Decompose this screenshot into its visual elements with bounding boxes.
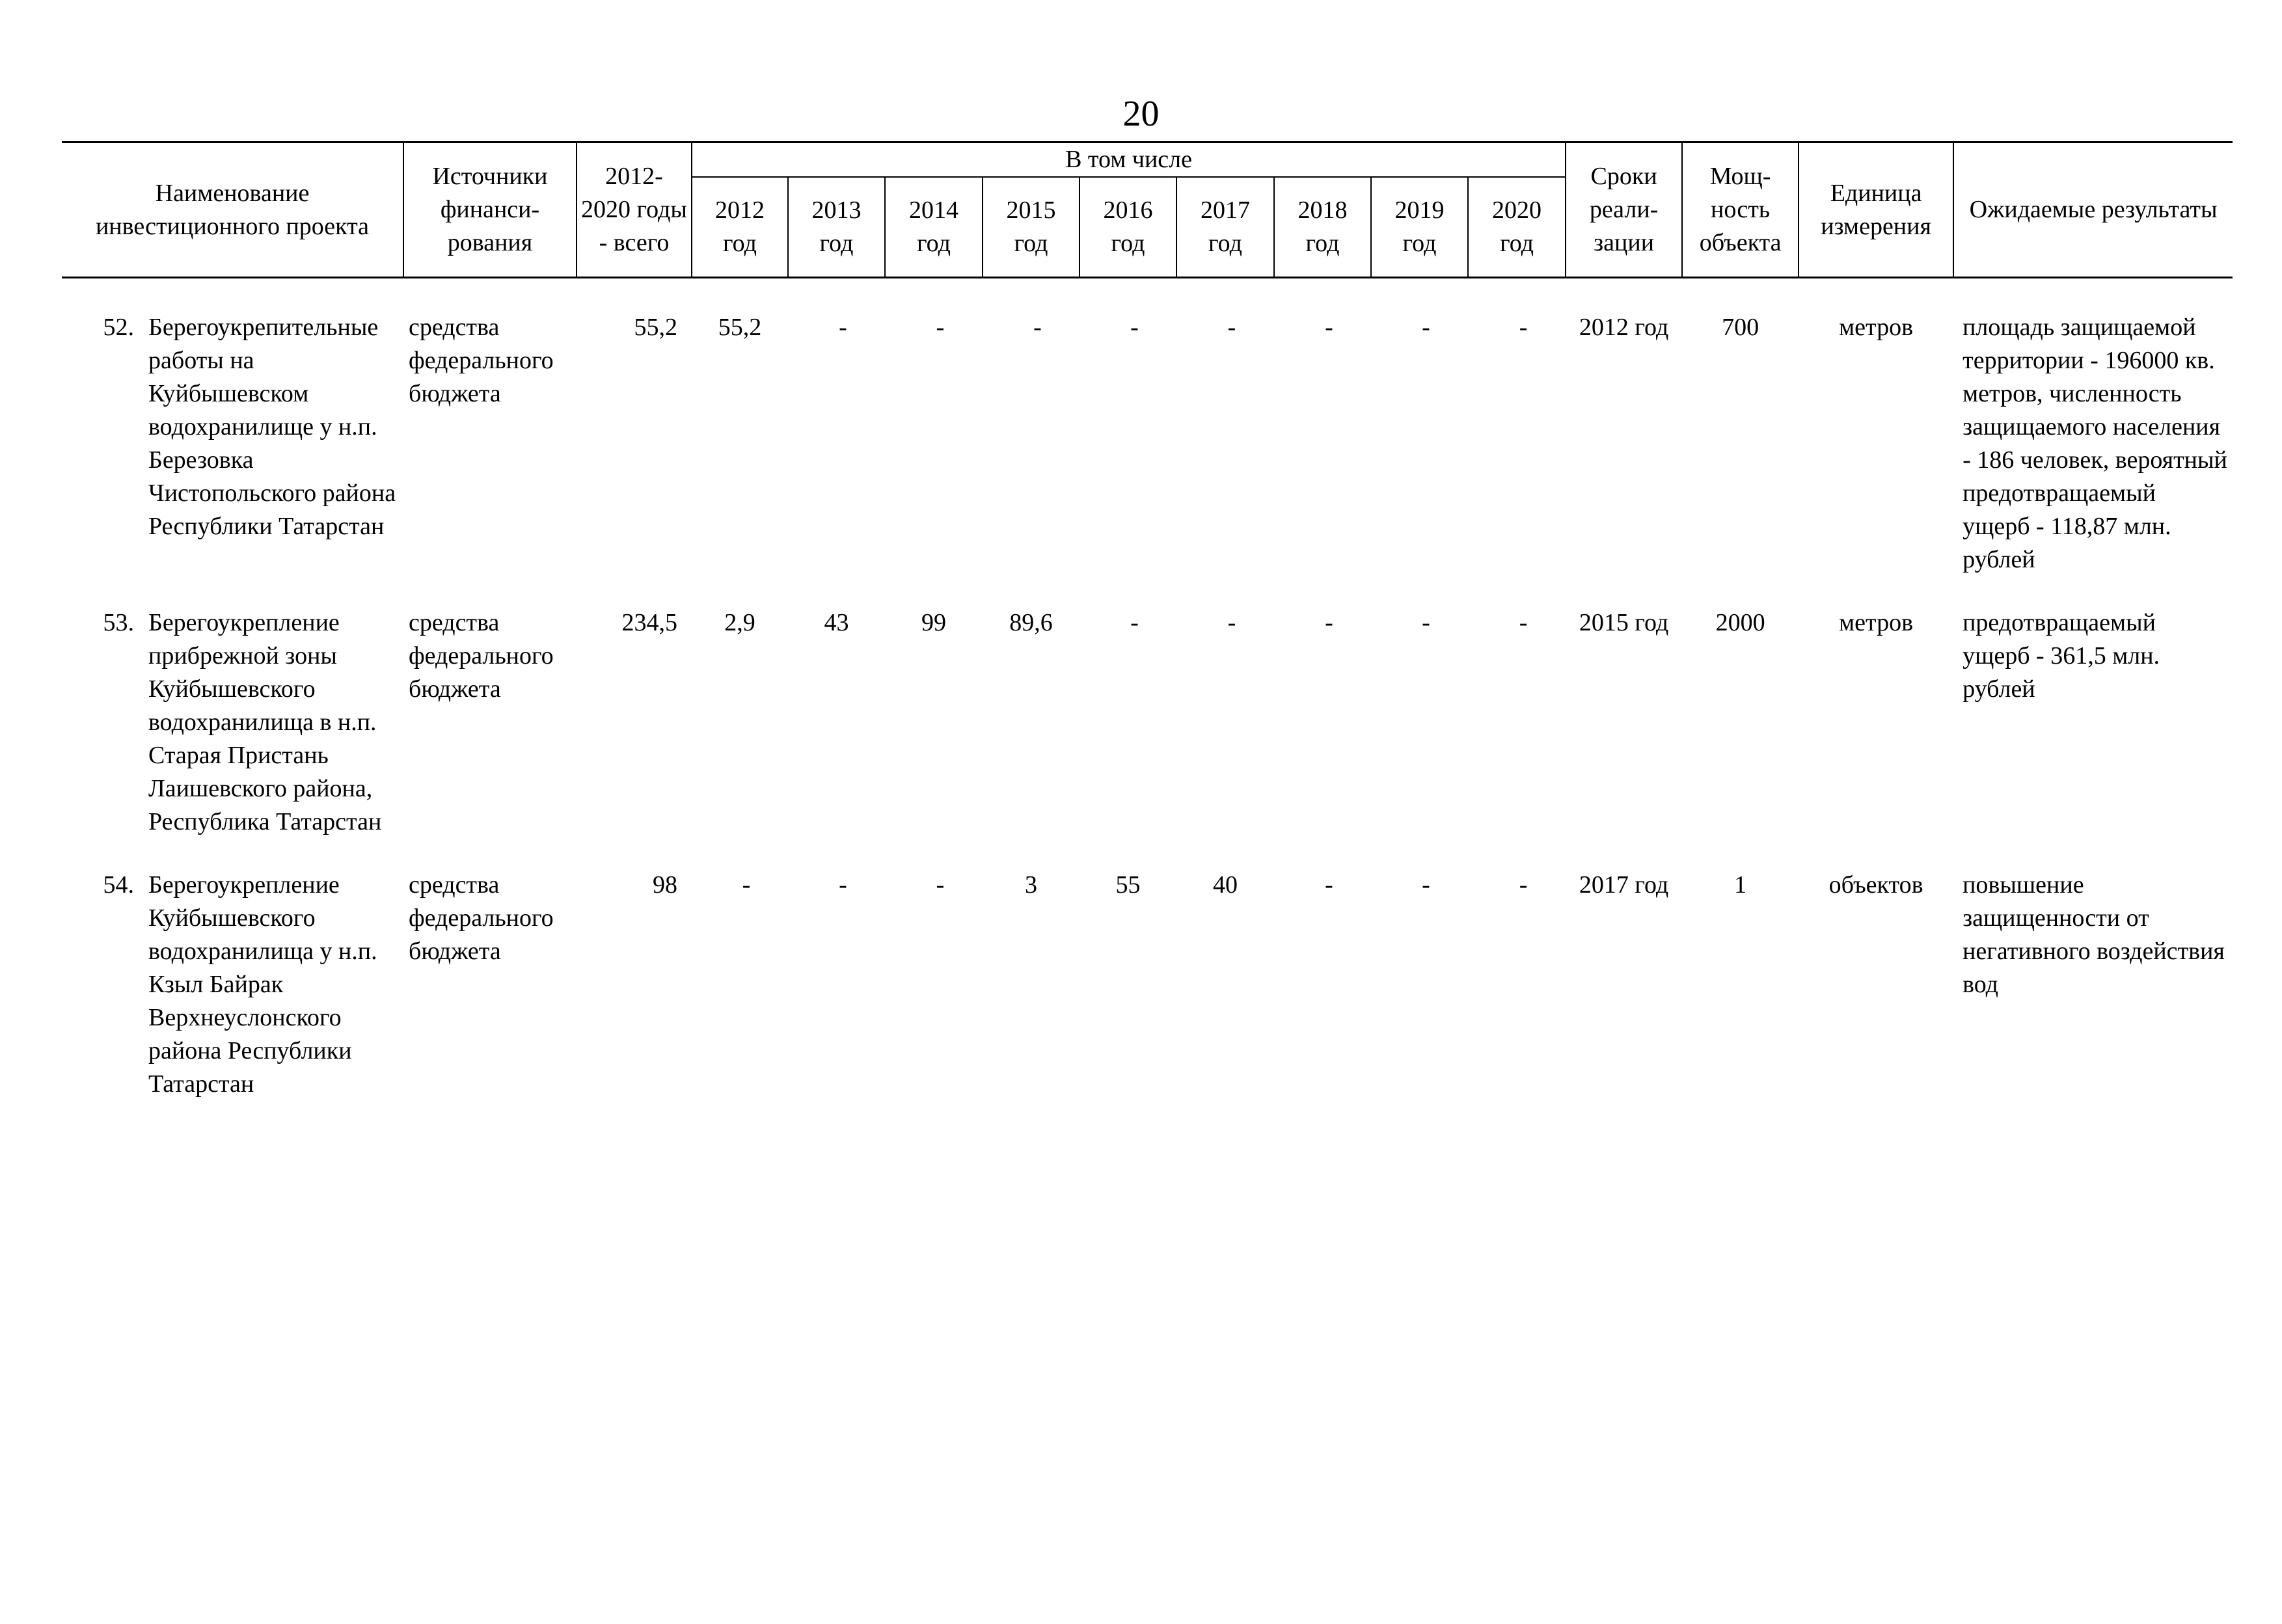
year-value: - [839, 871, 847, 899]
capacity-value: 700 [1682, 278, 1799, 599]
project-name: Берегоукрепление Куйбышевского водохранилища у н.п. Кзыл Байрак Верхнеуслонского района Республики Татарстан [148, 871, 377, 1098]
expected-results: предотвращаемый ущерб - 361,5 млн. рублей [1963, 609, 2160, 703]
year-value: - [1519, 609, 1528, 636]
year-value: - [1325, 871, 1333, 899]
year-value: - [1274, 278, 1371, 599]
header-total: 2012-2020 годы - всего [577, 142, 692, 278]
implementation-period: 2017 год [1579, 871, 1669, 899]
header-unit: Единица измерения [1799, 142, 1953, 278]
year-value: - [1130, 609, 1139, 636]
year-value: 40 [1213, 871, 1238, 899]
year-value: 89,6 [1009, 609, 1053, 636]
year-value: - [1080, 278, 1176, 599]
year-value: - [936, 871, 945, 899]
project-name: Берегоукрепительные работы на Куйбышевском водохранилище у н.п. Березовка Чистопольского района Республики Татарстан [143, 278, 403, 599]
total-amount: 234,5 [621, 609, 677, 636]
unit-value: метров [1839, 609, 1914, 636]
header-results: Ожидаемые результаты [1953, 142, 2233, 278]
header-year: 2019 год [1371, 177, 1468, 278]
unit-value: объектов [1828, 871, 1923, 899]
investment-projects-table [62, 141, 2233, 1123]
year-value: 3 [1025, 871, 1037, 899]
year-value: - [742, 871, 751, 899]
year-value: - [885, 278, 983, 599]
total-amount: 98 [653, 871, 677, 899]
header-year: 2020 год [1468, 177, 1566, 278]
header-source: Источники финанси-рования [403, 142, 577, 278]
year-value: 55,2 [692, 278, 788, 599]
year-value: - [1176, 278, 1274, 599]
funding-source: средства федерального бюджета [409, 871, 554, 965]
header-year: 2013 год [788, 177, 885, 278]
year-value: - [983, 278, 1080, 599]
header-capacity: Мощ-ность объекта [1682, 142, 1799, 278]
year-value: - [1422, 871, 1430, 899]
expected-results: повышение защищенности от негативного воздействия вод [1963, 871, 2225, 998]
header-year: 2015 год [983, 177, 1080, 278]
page-number: 20 [1122, 94, 1160, 134]
header-year: 2014 год [885, 177, 983, 278]
table-row [62, 599, 2233, 861]
year-value: 99 [921, 609, 946, 636]
year-value: 43 [824, 609, 849, 636]
header-period: Сроки реали-зации [1566, 142, 1682, 278]
header-year: 2016 год [1080, 177, 1176, 278]
row-number: 54. [103, 871, 134, 899]
year-value: - [1468, 278, 1566, 599]
year-value: - [1519, 871, 1528, 899]
year-value: - [1227, 609, 1236, 636]
header-name: Наименование инвестиционного проекта [62, 142, 403, 278]
funding-source: средства федерального бюджета [409, 609, 554, 703]
project-name: Берегоукрепление прибрежной зоны Куйбышевского водохранилища в н.п. Старая Пристань Лаишевского района, Республика Татарстан [148, 609, 382, 835]
header-year: 2017 год [1176, 177, 1274, 278]
row-number: 53. [103, 609, 134, 636]
year-value: - [1371, 278, 1468, 599]
implementation-period: 2012 год [1566, 278, 1682, 599]
row-number: 52. [62, 278, 143, 599]
funding-source: средства федерального бюджета [403, 278, 577, 599]
capacity-value: 2000 [1715, 609, 1765, 636]
header-year: 2012 год [692, 177, 788, 278]
year-value: 55 [1115, 871, 1141, 899]
table-row [62, 278, 2233, 599]
implementation-period: 2015 год [1579, 609, 1669, 636]
year-value: - [788, 278, 885, 599]
year-value: 2,9 [724, 609, 755, 636]
year-value: - [1325, 609, 1333, 636]
unit-value: метров [1799, 278, 1953, 599]
expected-results: площадь защищаемой территории - 196000 кв. метров, численность защищаемого населения - 186 человек, вероятный предотвращаемый ущерб - 118,87 млн. рублей [1953, 278, 2233, 599]
header-year: 2018 год [1274, 177, 1371, 278]
header-including: В том числе [692, 142, 1566, 178]
year-value: - [1422, 609, 1430, 636]
total-amount: 55,2 [577, 278, 692, 599]
capacity-value: 1 [1734, 871, 1747, 899]
table-row [62, 861, 2233, 1123]
